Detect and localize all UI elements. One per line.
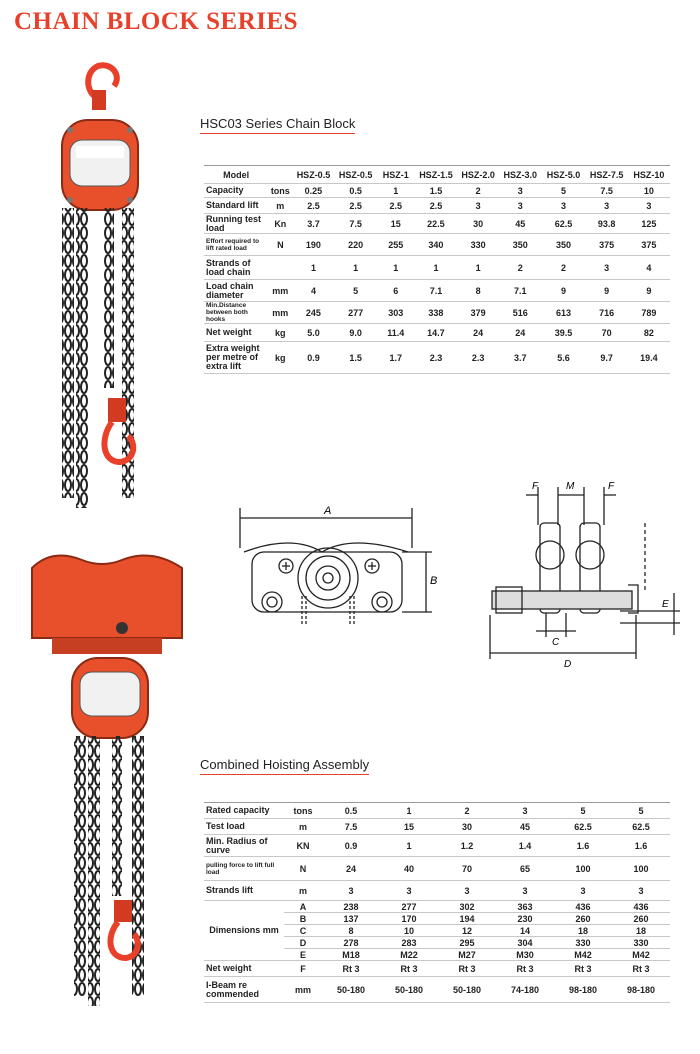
- table-cell: 9: [628, 280, 670, 302]
- table-cell: 330: [554, 937, 612, 949]
- table-cell: 3: [586, 198, 628, 214]
- table-cell: 1: [377, 184, 415, 198]
- row-unit: B: [284, 913, 322, 925]
- table-cell: 3: [499, 198, 541, 214]
- table-cell: 330: [457, 234, 499, 256]
- table-cell: 436: [612, 901, 670, 913]
- table-cell: 62.5: [612, 819, 670, 835]
- row-unit: N: [268, 234, 292, 256]
- table-cell: 350: [499, 234, 541, 256]
- table-cell: 12: [438, 925, 496, 937]
- table-cell: 62.5: [554, 819, 612, 835]
- table-cell: 3: [541, 198, 585, 214]
- table-row: [204, 184, 670, 198]
- column-header: HSZ-5.0: [541, 166, 585, 184]
- section-title-combined-assembly: Combined Hoisting Assembly: [200, 757, 369, 775]
- dimension-label-a: A: [324, 505, 332, 517]
- table-cell: 15: [380, 819, 438, 835]
- table-cell: 5.6: [541, 342, 585, 374]
- table-cell: 6: [377, 280, 415, 302]
- table-cell: 3.7: [499, 342, 541, 374]
- table-cell: 277: [335, 302, 377, 324]
- table-cell: 3: [380, 881, 438, 901]
- table-cell: 5: [612, 803, 670, 819]
- row-label: Strands lift: [204, 881, 284, 901]
- table-cell: 65: [496, 857, 554, 881]
- table-cell: 2.3: [457, 342, 499, 374]
- table-cell: 2.5: [415, 198, 457, 214]
- table-cell: 1.4: [496, 835, 554, 857]
- table-row: [204, 214, 670, 234]
- table-cell: 363: [496, 901, 554, 913]
- table-cell: 220: [335, 234, 377, 256]
- row-unit: KN: [284, 835, 322, 857]
- table-cell: 100: [554, 857, 612, 881]
- row-label: Min.Distance between both hooks: [204, 302, 268, 324]
- table-cell: 3: [496, 881, 554, 901]
- table-cell: 7.5: [322, 819, 380, 835]
- row-unit: C: [284, 925, 322, 937]
- table-cell: 8: [457, 280, 499, 302]
- table-cell: 24: [499, 324, 541, 342]
- table-cell: 283: [380, 937, 438, 949]
- table-cell: 170: [380, 913, 438, 925]
- table-cell: 70: [586, 324, 628, 342]
- table-cell: 1: [292, 256, 334, 280]
- page-title: CHAIN BLOCK SERIES: [14, 8, 299, 35]
- table-cell: 1.6: [612, 835, 670, 857]
- table-cell: 2.5: [377, 198, 415, 214]
- table-cell: 2.5: [292, 198, 334, 214]
- table-cell: M42: [612, 949, 670, 961]
- table-cell: 1: [415, 256, 457, 280]
- dimension-label-f-right: F: [608, 481, 615, 492]
- table-cell: Rt 3: [380, 961, 438, 977]
- row-label: I-Beam re commended: [204, 977, 284, 1003]
- table-cell: 11.4: [377, 324, 415, 342]
- table-cell: 1.6: [554, 835, 612, 857]
- row-unit: mm: [268, 280, 292, 302]
- dimension-label-e: E: [662, 599, 669, 610]
- table-cell: 3: [612, 881, 670, 901]
- table-cell: 7.1: [499, 280, 541, 302]
- combined-assembly-spec-table: [204, 802, 670, 1003]
- table-cell: 93.8: [586, 214, 628, 234]
- row-label: Net weight: [204, 324, 268, 342]
- table-cell: Rt 3: [496, 961, 554, 977]
- table-cell: 3: [499, 184, 541, 198]
- table-cell: 0.5: [322, 803, 380, 819]
- table-row: [204, 234, 670, 256]
- table-cell: 98-180: [554, 977, 612, 1003]
- table-row: [204, 901, 670, 913]
- table-cell: 0.5: [335, 184, 377, 198]
- table-cell: 516: [499, 302, 541, 324]
- row-unit: tons: [268, 184, 292, 198]
- row-unit: tons: [284, 803, 322, 819]
- table-cell: 24: [457, 324, 499, 342]
- table-row: [204, 256, 670, 280]
- chain-block-image: [40, 58, 170, 508]
- table-row: [204, 324, 670, 342]
- table-cell: 2.5: [335, 198, 377, 214]
- table-row: [204, 977, 670, 1003]
- table-cell: 436: [554, 901, 612, 913]
- table-cell: 1: [377, 256, 415, 280]
- table-cell: 19.4: [628, 342, 670, 374]
- table-cell: 260: [612, 913, 670, 925]
- table-cell: M18: [322, 949, 380, 961]
- table-cell: 4: [292, 280, 334, 302]
- table-cell: 3: [457, 198, 499, 214]
- table-row: [204, 803, 670, 819]
- table-cell: 50-180: [380, 977, 438, 1003]
- table-cell: 24: [322, 857, 380, 881]
- row-label: Running test load: [204, 214, 268, 234]
- row-label: Net weight: [204, 961, 284, 977]
- table-cell: 4: [628, 256, 670, 280]
- table-cell: 30: [457, 214, 499, 234]
- table-row: [204, 961, 670, 977]
- table-cell: 375: [586, 234, 628, 256]
- table-cell: M42: [554, 949, 612, 961]
- table-cell: 2: [457, 184, 499, 198]
- dimension-label-f-left: F: [532, 481, 539, 492]
- table-row: [204, 198, 670, 214]
- trolley-side-view-diagram: [480, 475, 685, 675]
- column-header: HSZ-7.5: [586, 166, 628, 184]
- table-cell: 338: [415, 302, 457, 324]
- table-cell: 15: [377, 214, 415, 234]
- table-cell: 230: [496, 913, 554, 925]
- table-cell: 62.5: [541, 214, 585, 234]
- table-cell: 303: [377, 302, 415, 324]
- table-cell: 50-180: [322, 977, 380, 1003]
- table-cell: 330: [612, 937, 670, 949]
- row-unit: E: [284, 949, 322, 961]
- table-cell: 1.7: [377, 342, 415, 374]
- table-cell: 0.9: [322, 835, 380, 857]
- row-unit: N: [284, 857, 322, 881]
- row-unit: kg: [268, 324, 292, 342]
- row-unit: F: [284, 961, 322, 977]
- table-cell: 9.0: [335, 324, 377, 342]
- table-cell: 1.2: [438, 835, 496, 857]
- table-cell: M27: [438, 949, 496, 961]
- row-unit: m: [284, 881, 322, 901]
- table-cell: 8: [322, 925, 380, 937]
- table-cell: 613: [541, 302, 585, 324]
- table-cell: 10: [380, 925, 438, 937]
- table-cell: 18: [612, 925, 670, 937]
- column-header: HSZ-1: [377, 166, 415, 184]
- table-cell: 18: [554, 925, 612, 937]
- table-cell: 50-180: [438, 977, 496, 1003]
- table-cell: 716: [586, 302, 628, 324]
- table-cell: 2.3: [415, 342, 457, 374]
- row-label: Extra weight per metre of extra lift: [204, 342, 268, 374]
- row-label: pulling force to lift full load: [204, 857, 284, 881]
- table-cell: 0.25: [292, 184, 334, 198]
- table-cell: 3.7: [292, 214, 334, 234]
- table-cell: 2: [541, 256, 585, 280]
- table-cell: 82: [628, 324, 670, 342]
- table-cell: 304: [496, 937, 554, 949]
- table-cell: 302: [438, 901, 496, 913]
- column-header: HSZ-0.5: [292, 166, 334, 184]
- table-cell: 3: [496, 803, 554, 819]
- table-cell: Rt 3: [612, 961, 670, 977]
- table-cell: Rt 3: [322, 961, 380, 977]
- dimension-label-c: C: [552, 637, 560, 648]
- column-header: [268, 166, 292, 184]
- table-cell: M22: [380, 949, 438, 961]
- table-cell: 98-180: [612, 977, 670, 1003]
- table-row: [204, 302, 670, 324]
- dimension-label-d: D: [564, 659, 572, 670]
- table-cell: 5: [554, 803, 612, 819]
- row-unit: [268, 256, 292, 280]
- row-unit: mm: [268, 302, 292, 324]
- row-label: Test load: [204, 819, 284, 835]
- table-cell: 137: [322, 913, 380, 925]
- table-cell: 22.5: [415, 214, 457, 234]
- table-cell: 30: [438, 819, 496, 835]
- table-row: [204, 819, 670, 835]
- row-label: Dimensions mm: [204, 901, 284, 961]
- table-cell: 194: [438, 913, 496, 925]
- row-label: Effort required to lift rated load: [204, 234, 268, 256]
- row-label: Capacity: [204, 184, 268, 198]
- row-label: Standard lift: [204, 198, 268, 214]
- table-cell: 74-180: [496, 977, 554, 1003]
- table-row: [204, 342, 670, 374]
- table-cell: 278: [322, 937, 380, 949]
- table-cell: 255: [377, 234, 415, 256]
- row-unit: A: [284, 901, 322, 913]
- table-cell: 5.0: [292, 324, 334, 342]
- table-cell: M30: [496, 949, 554, 961]
- table-cell: 3: [438, 881, 496, 901]
- table-cell: 100: [612, 857, 670, 881]
- row-label: Rated capacity: [204, 803, 284, 819]
- table-cell: 3: [322, 881, 380, 901]
- row-unit: mm: [284, 977, 322, 1003]
- table-row: [204, 280, 670, 302]
- table-cell: 40: [380, 857, 438, 881]
- chain-block-spec-table: [204, 165, 670, 374]
- table-cell: 14: [496, 925, 554, 937]
- table-cell: Rt 3: [554, 961, 612, 977]
- table-cell: 7.5: [335, 214, 377, 234]
- table-cell: 190: [292, 234, 334, 256]
- column-header: HSZ-2.0: [457, 166, 499, 184]
- table-cell: 45: [499, 214, 541, 234]
- table-cell: 9: [586, 280, 628, 302]
- table-row: [204, 835, 670, 857]
- table-header-row: [204, 166, 670, 184]
- table-cell: 2: [499, 256, 541, 280]
- table-cell: 7.1: [415, 280, 457, 302]
- dimension-label-b: B: [430, 575, 438, 587]
- column-header: HSZ-0.5: [335, 166, 377, 184]
- table-cell: 7.5: [586, 184, 628, 198]
- table-cell: 295: [438, 937, 496, 949]
- table-cell: 789: [628, 302, 670, 324]
- table-cell: 3: [586, 256, 628, 280]
- table-cell: 45: [496, 819, 554, 835]
- table-cell: 245: [292, 302, 334, 324]
- table-cell: 0.9: [292, 342, 334, 374]
- row-unit: Kn: [268, 214, 292, 234]
- table-cell: 70: [438, 857, 496, 881]
- row-label: Load chain diameter: [204, 280, 268, 302]
- table-cell: 5: [541, 184, 585, 198]
- table-cell: 350: [541, 234, 585, 256]
- row-unit: kg: [268, 342, 292, 374]
- table-cell: 14.7: [415, 324, 457, 342]
- trolley-front-view-diagram: [232, 500, 442, 650]
- table-cell: 3: [628, 198, 670, 214]
- table-cell: 10: [628, 184, 670, 198]
- column-header: HSZ-10: [628, 166, 670, 184]
- table-cell: 1.5: [335, 342, 377, 374]
- column-header: Model: [204, 166, 268, 184]
- row-label: Strands of load chain: [204, 256, 268, 280]
- section-title-chain-block: HSC03 Series Chain Block: [200, 116, 355, 134]
- table-cell: 2: [438, 803, 496, 819]
- table-cell: 1: [380, 803, 438, 819]
- column-header: HSZ-3.0: [499, 166, 541, 184]
- table-cell: 375: [628, 234, 670, 256]
- table-row: [204, 881, 670, 901]
- table-cell: Rt 3: [438, 961, 496, 977]
- column-header: HSZ-1.5: [415, 166, 457, 184]
- row-label: Min. Radius of curve: [204, 835, 284, 857]
- table-cell: 5: [335, 280, 377, 302]
- table-cell: 9: [541, 280, 585, 302]
- table-cell: 1: [457, 256, 499, 280]
- row-unit: m: [284, 819, 322, 835]
- table-cell: 9.7: [586, 342, 628, 374]
- table-cell: 238: [322, 901, 380, 913]
- dimension-label-m: M: [566, 481, 575, 492]
- table-cell: 379: [457, 302, 499, 324]
- table-cell: 125: [628, 214, 670, 234]
- table-cell: 3: [554, 881, 612, 901]
- row-unit: D: [284, 937, 322, 949]
- row-unit: m: [268, 198, 292, 214]
- table-cell: 1: [380, 835, 438, 857]
- table-cell: 260: [554, 913, 612, 925]
- table-cell: 39.5: [541, 324, 585, 342]
- table-cell: 1: [335, 256, 377, 280]
- table-cell: 1.5: [415, 184, 457, 198]
- table-cell: 340: [415, 234, 457, 256]
- trolley-chain-block-image: [22, 548, 192, 1010]
- table-row: [204, 857, 670, 881]
- table-cell: 277: [380, 901, 438, 913]
